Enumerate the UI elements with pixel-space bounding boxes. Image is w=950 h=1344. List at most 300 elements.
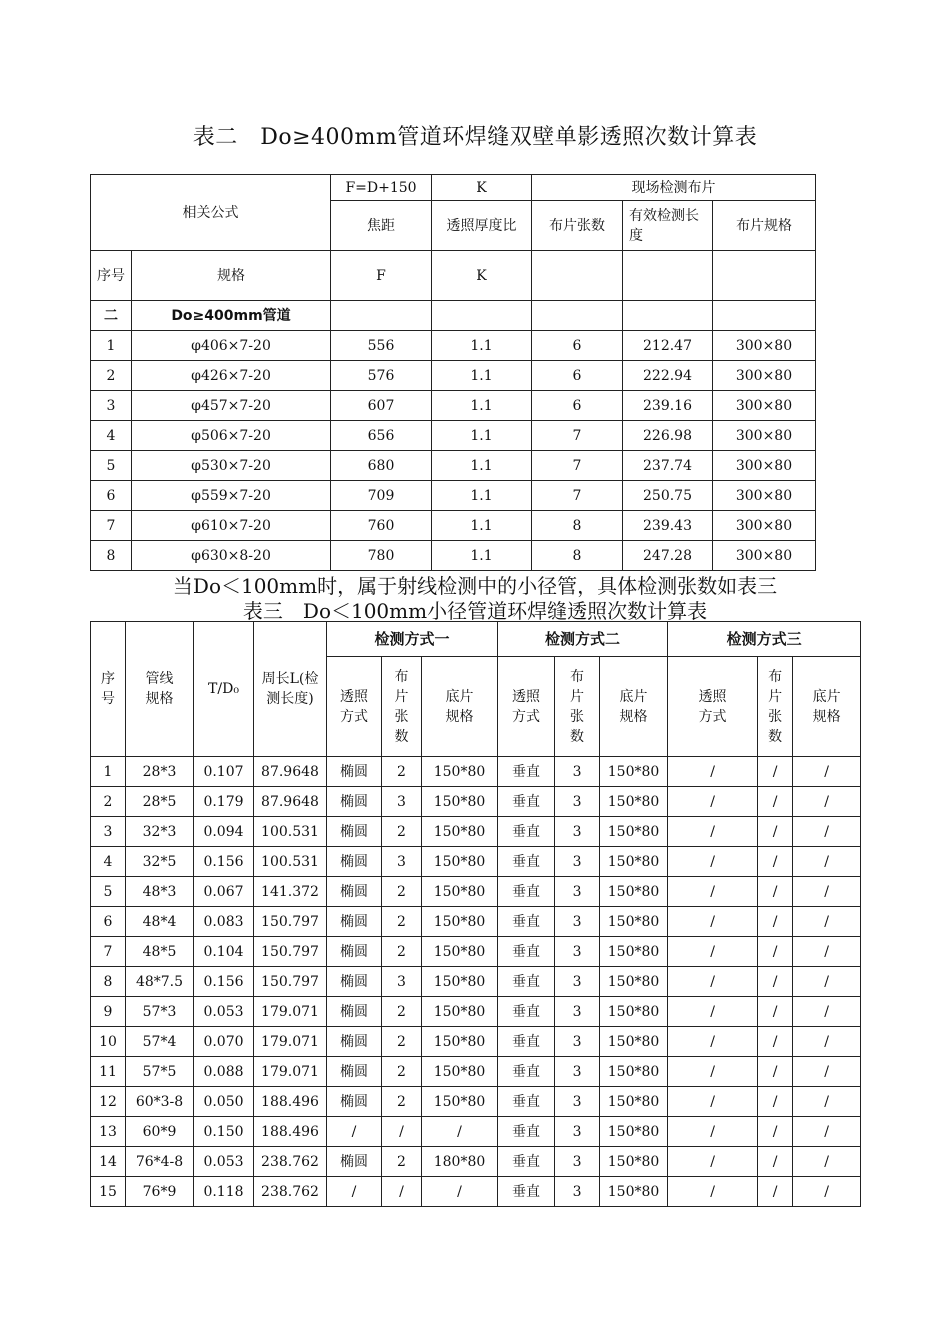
cell-m3-spec: / [793, 847, 861, 877]
cell-ratio: 1.1 [432, 421, 532, 451]
cell-seq: 1 [91, 757, 126, 787]
cell-m1-mode: 椭圆 [327, 1087, 382, 1117]
cell-effective: 237.74 [623, 451, 713, 481]
cell-spec: 300×80 [713, 451, 816, 481]
cell-seq: 2 [91, 787, 126, 817]
cell-spec: 300×80 [713, 541, 816, 571]
cell-m3-spec: / [793, 997, 861, 1027]
cell-m3-mode: / [668, 787, 758, 817]
cell-focal: 680 [331, 451, 432, 481]
cell-m3-spec: / [793, 757, 861, 787]
cell-pipe: 48*7.5 [126, 967, 194, 997]
cell-m1-spec: 150*80 [422, 1027, 498, 1057]
cell-seq: 3 [91, 391, 132, 421]
cell-m2-mode: 垂直 [498, 1177, 555, 1207]
cell-m1-mode: 椭圆 [327, 937, 382, 967]
header-formula-f: F=D+150 [331, 175, 432, 201]
cell-m2-count: 3 [555, 1087, 600, 1117]
table-row [91, 967, 861, 997]
cell-m1-count: 2 [382, 937, 422, 967]
empty-cell [432, 301, 532, 331]
cell-m2-count: 3 [555, 1027, 600, 1057]
table-row [91, 997, 861, 1027]
cell-seq: 10 [91, 1027, 126, 1057]
cell-m1-count: 2 [382, 1087, 422, 1117]
col-count: 布片张数 [532, 201, 623, 251]
cell-m3-count: / [758, 757, 793, 787]
cell-size: φ530×7-20 [132, 451, 331, 481]
cell-focal: 709 [331, 481, 432, 511]
header-formula-k: K [432, 175, 532, 201]
cell-m3-count: / [758, 877, 793, 907]
cell-count: 6 [532, 361, 623, 391]
cell-size: φ559×7-20 [132, 481, 331, 511]
cell-m3-mode: / [668, 877, 758, 907]
cell-ratio: 1.1 [432, 541, 532, 571]
cell-seq: 11 [91, 1057, 126, 1087]
cell-pipe: 57*4 [126, 1027, 194, 1057]
cell-spec: 300×80 [713, 421, 816, 451]
cell-m2-mode: 垂直 [498, 1147, 555, 1177]
cell-td: 0.053 [194, 997, 254, 1027]
cell-m2-spec: 150*80 [600, 967, 668, 997]
cell-seq: 12 [91, 1087, 126, 1117]
table-row [91, 937, 861, 967]
cell-m2-mode: 垂直 [498, 847, 555, 877]
cell-m3-mode: / [668, 1177, 758, 1207]
cell-td: 0.179 [194, 787, 254, 817]
cell-m2-count: 3 [555, 757, 600, 787]
cell-m2-spec: 150*80 [600, 757, 668, 787]
cell-m1-spec: 150*80 [422, 967, 498, 997]
cell-m3-spec: / [793, 817, 861, 847]
cell-m2-count: 3 [555, 787, 600, 817]
cell-m2-count: 3 [555, 1057, 600, 1087]
cell-m2-spec: 150*80 [600, 1087, 668, 1117]
col-pipe: 管线规格 [126, 622, 194, 757]
cell-m3-count: / [758, 1177, 793, 1207]
empty-cell [713, 251, 816, 301]
cell-m3-mode: / [668, 1117, 758, 1147]
cell-m1-count: 2 [382, 877, 422, 907]
table2-body [91, 331, 816, 571]
cell-spec: 300×80 [713, 481, 816, 511]
cell-m3-count: / [758, 1027, 793, 1057]
cell-effective: 239.43 [623, 511, 713, 541]
table-row [91, 1027, 861, 1057]
cell-effective: 239.16 [623, 391, 713, 421]
cell-td: 0.067 [194, 877, 254, 907]
cell-pipe: 28*5 [126, 787, 194, 817]
cell-m2-mode: 垂直 [498, 817, 555, 847]
cell-seq: 4 [91, 421, 132, 451]
empty-cell [713, 301, 816, 331]
cell-m1-spec: 150*80 [422, 847, 498, 877]
cell-pipe: 32*3 [126, 817, 194, 847]
cell-m2-spec: 150*80 [600, 997, 668, 1027]
cell-m2-mode: 垂直 [498, 967, 555, 997]
table3-body [91, 757, 861, 1207]
cell-len: 179.071 [254, 1057, 327, 1087]
cell-m2-count: 3 [555, 847, 600, 877]
table3 [90, 621, 861, 1207]
empty-cell [623, 251, 713, 301]
cell-m2-mode: 垂直 [498, 997, 555, 1027]
cell-m2-mode: 垂直 [498, 877, 555, 907]
cell-m2-count: 3 [555, 1117, 600, 1147]
cell-m3-mode: / [668, 1057, 758, 1087]
cell-pipe: 57*5 [126, 1057, 194, 1087]
cell-m1-spec: 150*80 [422, 937, 498, 967]
cell-spec: 300×80 [713, 361, 816, 391]
col-spec: 布片规格 [713, 201, 816, 251]
cell-count: 8 [532, 541, 623, 571]
cell-effective: 247.28 [623, 541, 713, 571]
cell-count: 7 [532, 421, 623, 451]
cell-m1-spec: 150*80 [422, 907, 498, 937]
cell-len: 141.372 [254, 877, 327, 907]
cell-m2-spec: 150*80 [600, 847, 668, 877]
header-site: 现场检测布片 [532, 175, 816, 201]
cell-m1-mode: 椭圆 [327, 1027, 382, 1057]
cell-m2-count: 3 [555, 907, 600, 937]
m3-mode: 透照方式 [668, 657, 758, 757]
cell-m3-count: / [758, 997, 793, 1027]
cell-m3-count: / [758, 967, 793, 997]
cell-m1-count: 3 [382, 787, 422, 817]
table-row [91, 907, 861, 937]
cell-m1-spec: / [422, 1177, 498, 1207]
empty-cell [331, 301, 432, 331]
cell-m1-spec: 150*80 [422, 1057, 498, 1087]
cell-td: 0.070 [194, 1027, 254, 1057]
cell-m1-count: / [382, 1177, 422, 1207]
cell-m3-count: / [758, 1117, 793, 1147]
cell-m1-count: 2 [382, 1027, 422, 1057]
cell-m3-spec: / [793, 907, 861, 937]
cell-size: φ630×8-20 [132, 541, 331, 571]
col-seq: 序号 [91, 251, 132, 301]
cell-pipe: 48*5 [126, 937, 194, 967]
cell-ratio: 1.1 [432, 391, 532, 421]
col-len: 周长L(检测长度) [254, 622, 327, 757]
cell-m1-spec: 150*80 [422, 787, 498, 817]
cell-focal: 607 [331, 391, 432, 421]
cell-ratio: 1.1 [432, 361, 532, 391]
cell-m3-spec: / [793, 937, 861, 967]
table-row [91, 391, 816, 421]
cell-m3-mode: / [668, 1147, 758, 1177]
cell-m1-count: 2 [382, 1147, 422, 1177]
col-k: K [432, 251, 532, 301]
cell-effective: 212.47 [623, 331, 713, 361]
cell-m1-count: 2 [382, 997, 422, 1027]
cell-size: φ426×7-20 [132, 361, 331, 391]
cell-len: 188.496 [254, 1117, 327, 1147]
cell-seq: 13 [91, 1117, 126, 1147]
cell-ratio: 1.1 [432, 451, 532, 481]
cell-len: 100.531 [254, 817, 327, 847]
cell-len: 238.762 [254, 1147, 327, 1177]
cell-ratio: 1.1 [432, 331, 532, 361]
cell-td: 0.088 [194, 1057, 254, 1087]
cell-seq: 14 [91, 1147, 126, 1177]
method2-header: 检测方式二 [498, 622, 668, 657]
table-row [91, 1087, 861, 1117]
table-row [91, 1177, 861, 1207]
cell-m2-spec: 150*80 [600, 1177, 668, 1207]
cell-m1-mode: 椭圆 [327, 997, 382, 1027]
cell-m2-spec: 150*80 [600, 907, 668, 937]
col-seq: 序号 [91, 622, 126, 757]
table-row [91, 1117, 861, 1147]
cell-m2-count: 3 [555, 967, 600, 997]
cell-seq: 6 [91, 907, 126, 937]
table-row [91, 817, 861, 847]
cell-m3-spec: / [793, 787, 861, 817]
cell-seq: 8 [91, 541, 132, 571]
table-row [91, 451, 816, 481]
table-row [91, 1057, 861, 1087]
cell-m3-count: / [758, 817, 793, 847]
cell-m2-mode: 垂直 [498, 907, 555, 937]
table2 [90, 174, 816, 571]
cell-m2-mode: 垂直 [498, 1057, 555, 1087]
cell-m2-spec: 150*80 [600, 937, 668, 967]
cell-m3-spec: / [793, 967, 861, 997]
cell-spec: 300×80 [713, 331, 816, 361]
cell-td: 0.053 [194, 1147, 254, 1177]
cell-seq: 2 [91, 361, 132, 391]
cell-len: 150.797 [254, 937, 327, 967]
cell-m2-count: 3 [555, 1147, 600, 1177]
table2-title: 表二 Do≥400mm管道环焊缝双壁单影透照次数计算表 [192, 125, 758, 150]
cell-pipe: 28*3 [126, 757, 194, 787]
cell-m2-spec: 150*80 [600, 1147, 668, 1177]
cell-focal: 780 [331, 541, 432, 571]
table-row [91, 361, 816, 391]
cell-len: 100.531 [254, 847, 327, 877]
cell-seq: 1 [91, 331, 132, 361]
cell-focal: 656 [331, 421, 432, 451]
cell-m2-mode: 垂直 [498, 787, 555, 817]
cell-count: 8 [532, 511, 623, 541]
table-row [91, 541, 816, 571]
m1-count: 布片张数 [382, 657, 422, 757]
cell-m3-mode: / [668, 997, 758, 1027]
cell-seq: 9 [91, 997, 126, 1027]
cell-seq: 7 [91, 937, 126, 967]
cell-m3-spec: / [793, 1027, 861, 1057]
cell-effective: 250.75 [623, 481, 713, 511]
cell-len: 238.762 [254, 1177, 327, 1207]
cell-spec: 300×80 [713, 511, 816, 541]
cell-count: 7 [532, 481, 623, 511]
cell-m3-count: / [758, 787, 793, 817]
table-row [91, 481, 816, 511]
cell-m3-mode: / [668, 1027, 758, 1057]
cell-m2-mode: 垂直 [498, 937, 555, 967]
cell-m1-mode: / [327, 1177, 382, 1207]
cell-pipe: 76*4-8 [126, 1147, 194, 1177]
cell-m1-mode: 椭圆 [327, 967, 382, 997]
table-row [91, 877, 861, 907]
cell-m3-mode: / [668, 817, 758, 847]
cell-m1-mode: 椭圆 [327, 877, 382, 907]
cell-seq: 7 [91, 511, 132, 541]
cell-m1-mode: 椭圆 [327, 817, 382, 847]
cell-m3-count: / [758, 847, 793, 877]
cell-len: 87.9648 [254, 787, 327, 817]
header-formula-label: 相关公式 [91, 175, 331, 251]
m3-count: 布片张数 [758, 657, 793, 757]
cell-m1-count: / [382, 1117, 422, 1147]
table-row [91, 511, 816, 541]
cell-focal: 760 [331, 511, 432, 541]
cell-seq: 5 [91, 877, 126, 907]
cell-m3-mode: / [668, 847, 758, 877]
cell-m1-mode: 椭圆 [327, 1057, 382, 1087]
cell-m2-mode: 垂直 [498, 757, 555, 787]
cell-td: 0.156 [194, 967, 254, 997]
cell-td: 0.118 [194, 1177, 254, 1207]
cell-m1-spec: / [422, 1117, 498, 1147]
col-size: 规格 [132, 251, 331, 301]
cell-m1-spec: 180*80 [422, 1147, 498, 1177]
cell-m2-count: 3 [555, 817, 600, 847]
cell-m1-count: 2 [382, 817, 422, 847]
cell-m3-spec: / [793, 1147, 861, 1177]
cell-focal: 556 [331, 331, 432, 361]
cell-seq: 15 [91, 1177, 126, 1207]
cell-m1-count: 2 [382, 757, 422, 787]
cell-td: 0.156 [194, 847, 254, 877]
cell-pipe: 48*3 [126, 877, 194, 907]
table-row [91, 331, 816, 361]
m2-spec: 底片规格 [600, 657, 668, 757]
cell-m1-mode: 椭圆 [327, 907, 382, 937]
table3-title: 表三 Do＜100mm小径管道环焊缝透照次数计算表 [242, 599, 708, 623]
cell-size: φ610×7-20 [132, 511, 331, 541]
cell-m2-spec: 150*80 [600, 1117, 668, 1147]
cell-size: φ457×7-20 [132, 391, 331, 421]
cell-count: 7 [532, 451, 623, 481]
cell-seq: 8 [91, 967, 126, 997]
cell-m3-spec: / [793, 1117, 861, 1147]
cell-m2-spec: 150*80 [600, 1027, 668, 1057]
method1-header: 检测方式一 [327, 622, 498, 657]
cell-m2-mode: 垂直 [498, 1117, 555, 1147]
cell-size: φ506×7-20 [132, 421, 331, 451]
empty-cell [532, 251, 623, 301]
m2-mode: 透照方式 [498, 657, 555, 757]
cell-pipe: 57*3 [126, 997, 194, 1027]
cell-len: 150.797 [254, 907, 327, 937]
table-row [91, 847, 861, 877]
cell-seq: 3 [91, 817, 126, 847]
cell-m1-count: 3 [382, 967, 422, 997]
cell-m1-count: 2 [382, 1057, 422, 1087]
cell-td: 0.050 [194, 1087, 254, 1117]
cell-td: 0.083 [194, 907, 254, 937]
cell-spec: 300×80 [713, 391, 816, 421]
table-row [91, 757, 861, 787]
cell-pipe: 60*3-8 [126, 1087, 194, 1117]
cell-m2-spec: 150*80 [600, 817, 668, 847]
cell-pipe: 32*5 [126, 847, 194, 877]
cell-count: 6 [532, 331, 623, 361]
cell-td: 0.104 [194, 937, 254, 967]
cell-m3-spec: / [793, 1177, 861, 1207]
cell-pipe: 60*9 [126, 1117, 194, 1147]
cell-m1-spec: 150*80 [422, 1087, 498, 1117]
cell-m1-count: 3 [382, 847, 422, 877]
m1-spec: 底片规格 [422, 657, 498, 757]
cell-m2-count: 3 [555, 997, 600, 1027]
cell-m3-spec: / [793, 877, 861, 907]
cell-m1-mode: 椭圆 [327, 847, 382, 877]
cell-m1-count: 2 [382, 907, 422, 937]
cell-m3-mode: / [668, 1087, 758, 1117]
cell-count: 6 [532, 391, 623, 421]
cell-len: 87.9648 [254, 757, 327, 787]
cell-m1-mode: 椭圆 [327, 757, 382, 787]
cell-ratio: 1.1 [432, 511, 532, 541]
cell-m1-mode: / [327, 1117, 382, 1147]
m1-mode: 透照方式 [327, 657, 382, 757]
cell-m3-count: / [758, 1087, 793, 1117]
cell-m1-spec: 150*80 [422, 877, 498, 907]
cell-m3-mode: / [668, 937, 758, 967]
cell-seq: 5 [91, 451, 132, 481]
cell-len: 179.071 [254, 997, 327, 1027]
cell-m3-mode: / [668, 757, 758, 787]
cell-m1-spec: 150*80 [422, 757, 498, 787]
col-ratio: 透照厚度比 [432, 201, 532, 251]
cell-m3-spec: / [793, 1057, 861, 1087]
note-text: 当Do＜100mm时，属于射线检测中的小径管，具体检测张数如表三 [172, 574, 778, 598]
empty-cell [623, 301, 713, 331]
table-row [91, 421, 816, 451]
cell-m2-spec: 150*80 [600, 1057, 668, 1087]
cell-m2-count: 3 [555, 877, 600, 907]
table-row [91, 787, 861, 817]
cell-m2-spec: 150*80 [600, 877, 668, 907]
col-f: F [331, 251, 432, 301]
cell-pipe: 48*4 [126, 907, 194, 937]
cell-m3-count: / [758, 1147, 793, 1177]
cell-seq: 4 [91, 847, 126, 877]
cell-m2-spec: 150*80 [600, 787, 668, 817]
cell-m3-count: / [758, 937, 793, 967]
cell-td: 0.150 [194, 1117, 254, 1147]
cell-m1-mode: 椭圆 [327, 1147, 382, 1177]
empty-cell [532, 301, 623, 331]
cell-m3-count: / [758, 907, 793, 937]
col-focal: 焦距 [331, 201, 432, 251]
m3-spec: 底片规格 [793, 657, 861, 757]
cell-size: φ406×7-20 [132, 331, 331, 361]
group-no: 二 [91, 301, 132, 331]
cell-focal: 576 [331, 361, 432, 391]
cell-len: 179.071 [254, 1027, 327, 1057]
cell-m2-count: 3 [555, 937, 600, 967]
cell-effective: 222.94 [623, 361, 713, 391]
cell-m3-mode: / [668, 907, 758, 937]
m2-count: 布片张数 [555, 657, 600, 757]
table-row [91, 1147, 861, 1177]
cell-m1-mode: 椭圆 [327, 787, 382, 817]
